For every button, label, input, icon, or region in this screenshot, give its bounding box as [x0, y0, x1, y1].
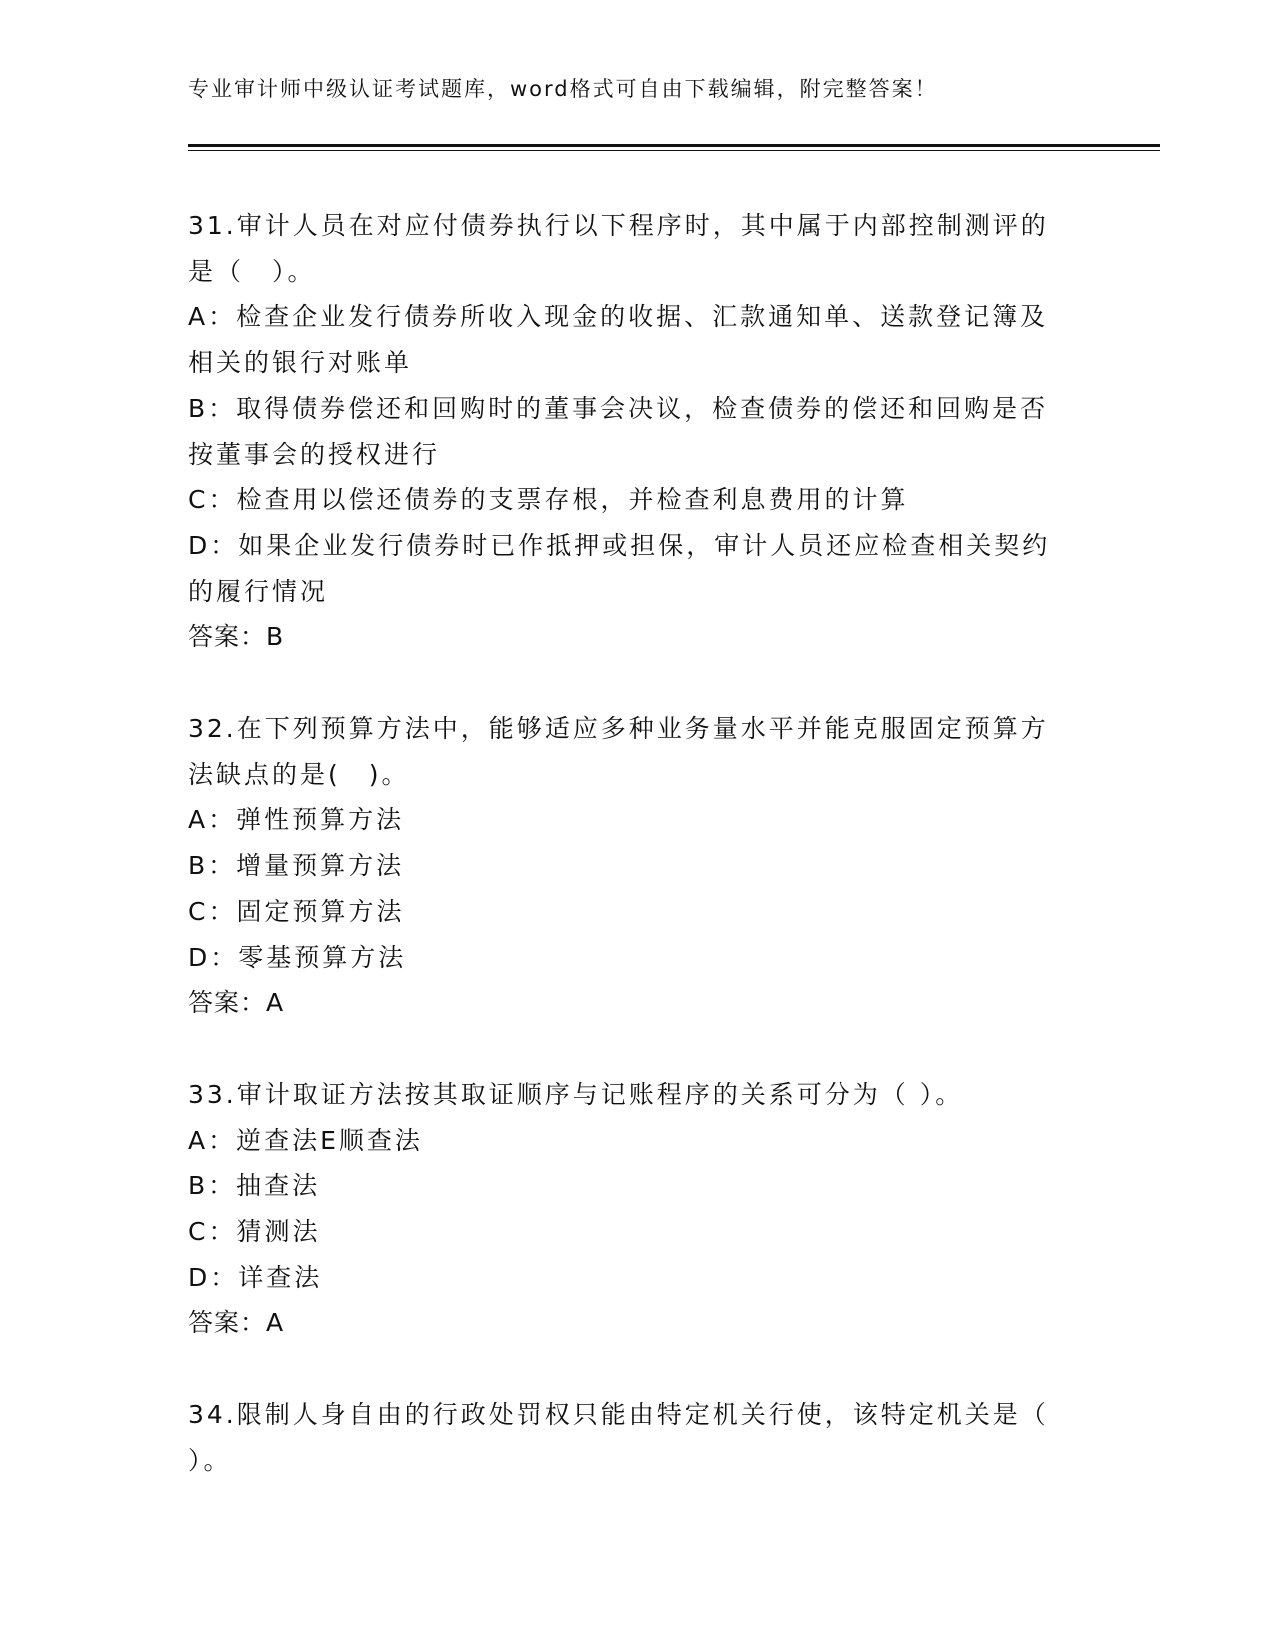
option-line: A：弹性预算方法	[188, 805, 405, 835]
question-stem-line: 34.限制人身自由的行政处罚权只能由特定机关行使，该特定机关是（	[188, 1400, 1049, 1430]
option-line: B：抽查法	[188, 1171, 321, 1201]
answer-label: 答案：A	[188, 988, 285, 1018]
option-line: A：检查企业发行债券所收入现金的收据、汇款通知单、送款登记簿及	[188, 302, 1049, 332]
option-line: B：取得债券偿还和回购时的董事会决议，检查债券的偿还和回购是否	[188, 393, 1049, 423]
option-line: D：零基预算方法	[188, 942, 407, 972]
question-32	[188, 706, 1078, 1026]
question-stem-line: 是（ ）。	[188, 256, 316, 286]
header-divider	[188, 144, 1160, 151]
question-34	[188, 1392, 1078, 1483]
question-stem-line: 法缺点的是( )。	[188, 759, 410, 789]
question-stem-line: 31.审计人员在对应付债券执行以下程序时，其中属于内部控制测评的	[188, 211, 1049, 240]
page-header: 专业审计师中级认证考试题库，word格式可自由下载编辑，附完整答案！	[188, 77, 938, 101]
option-line: C：固定预算方法	[188, 896, 405, 926]
option-line: 按董事会的授权进行	[188, 439, 441, 469]
option-line: C：猜测法	[188, 1217, 321, 1247]
question-33	[188, 1072, 1078, 1346]
question-stem-line: 33.审计取证方法按其取证顺序与记账程序的关系可分为（ ）。	[188, 1079, 964, 1109]
option-line: 相关的银行对账单	[188, 348, 413, 378]
option-line: 的履行情况	[188, 576, 329, 606]
option-line: C：检查用以偿还债券的支票存根，并检查利息费用的计算	[188, 485, 909, 515]
question-stem-line: 32.在下列预算方法中，能够适应多种业务量水平并能克服固定预算方	[188, 714, 1049, 744]
question-31	[188, 203, 1078, 660]
answer-label: 答案：B	[188, 622, 285, 652]
question-stem-line: ）。	[188, 1445, 232, 1475]
option-line: D：如果企业发行债券时已作抵押或担保，审计人员还应检查相关契约	[188, 530, 1051, 560]
option-line: B：增量预算方法	[188, 851, 405, 881]
question-list	[188, 203, 1078, 1530]
option-line: D：详查法	[188, 1262, 323, 1292]
option-line: A：逆查法E顺查法	[188, 1125, 423, 1155]
answer-label: 答案：A	[188, 1308, 285, 1338]
